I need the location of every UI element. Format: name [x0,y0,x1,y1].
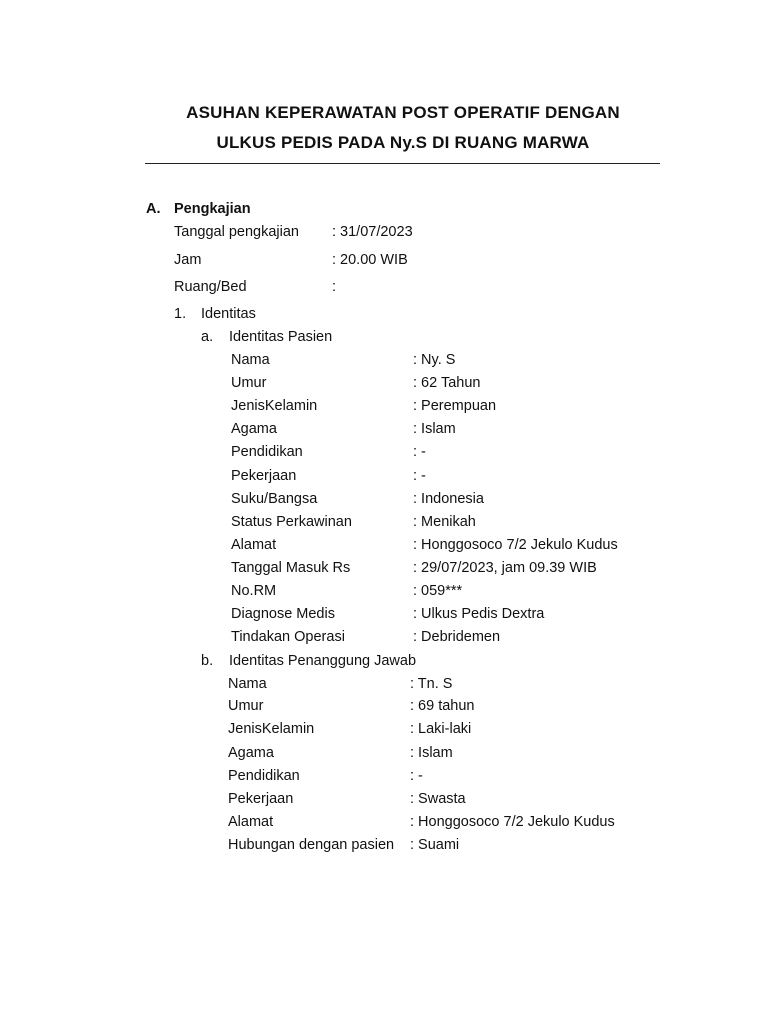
pasien-row-label: Suku/Bangsa [231,491,318,507]
pasien-row-label: Pekerjaan [231,468,297,484]
penanggung-row-label: Hubungan dengan pasien [228,837,395,853]
pasien-row-label: JenisKelamin [231,398,318,414]
penanggung-row-label: Pendidikan [228,768,300,784]
pasien-row-value: : Menikah [413,514,476,530]
document-title-line-2: ULKUS PEDIS PADA Ny.S DI RUANG MARWA [216,133,590,152]
title-divider [145,163,660,164]
field-value: : 20.00 WIB [332,252,408,268]
document-title-line-1: ASUHAN KEPERAWATAN POST OPERATIF DENGAN [186,103,620,122]
penanggung-heading: Identitas Penanggung Jawab [229,653,417,669]
penanggung-row-value: : Swasta [410,791,466,807]
identitas-marker: 1. [174,306,187,322]
pasien-row-label: Alamat [231,537,277,553]
pasien-marker: a. [201,329,214,345]
pasien-row-value: : Perempuan [413,398,497,414]
pasien-row-label: Pendidikan [231,444,303,460]
penanggung-row-value: : 69 tahun [410,698,475,714]
pasien-row-label: Agama [231,421,277,437]
pasien-row-value: : - [413,444,426,460]
penanggung-row-label: Agama [228,745,274,761]
penanggung-row-value: : Laki-laki [410,721,472,737]
penanggung-row-value: : Honggosoco 7/2 Jekulo Kudus [410,814,615,830]
penanggung-row-label: Alamat [228,814,274,830]
pasien-row-label: Tanggal Masuk Rs [231,560,351,576]
pasien-row-value: : 62 Tahun [413,375,481,391]
pasien-row-label: Status Perkawinan [231,514,352,530]
pasien-row-label: Diagnose Medis [231,606,335,622]
penanggung-row-value: : Tn. S [410,676,453,692]
field-label: Jam [174,252,202,268]
pasien-row-value: : Honggosoco 7/2 Jekulo Kudus [413,537,618,553]
field-value: : [332,279,337,295]
pasien-row-value: : Islam [413,421,456,437]
penanggung-row-label: JenisKelamin [228,721,315,737]
pasien-row-label: Tindakan Operasi [231,629,345,645]
pasien-heading: Identitas Pasien [229,329,333,345]
field-label: Tanggal pengkajian [174,224,299,240]
identitas-heading: Identitas [201,306,256,322]
pasien-row-value: : Ny. S [413,352,456,368]
pasien-row-value: : - [413,468,426,484]
penanggung-row-label: Umur [228,698,264,714]
penanggung-row-label: Pekerjaan [228,791,294,807]
pasien-row-label: Umur [231,375,267,391]
section-a-marker: A. [146,201,161,217]
pasien-row-value: : 059*** [413,583,463,599]
pasien-row-value: : 29/07/2023, jam 09.39 WIB [413,560,597,576]
field-label: Ruang/Bed [174,279,247,295]
penanggung-marker: b. [201,653,214,669]
penanggung-row-value: : Suami [410,837,460,853]
pasien-row-value: : Debridemen [413,629,501,645]
penanggung-row-value: : - [410,768,423,784]
pasien-row-label: No.RM [231,583,277,599]
pasien-row-value: : Indonesia [413,491,484,507]
penanggung-row-value: : Islam [410,745,453,761]
pasien-row-value: : Ulkus Pedis Dextra [413,606,545,622]
pasien-row-label: Nama [231,352,270,368]
section-a-heading: Pengkajian [174,201,251,217]
penanggung-row-label: Nama [228,676,267,692]
field-value: : 31/07/2023 [332,224,413,240]
